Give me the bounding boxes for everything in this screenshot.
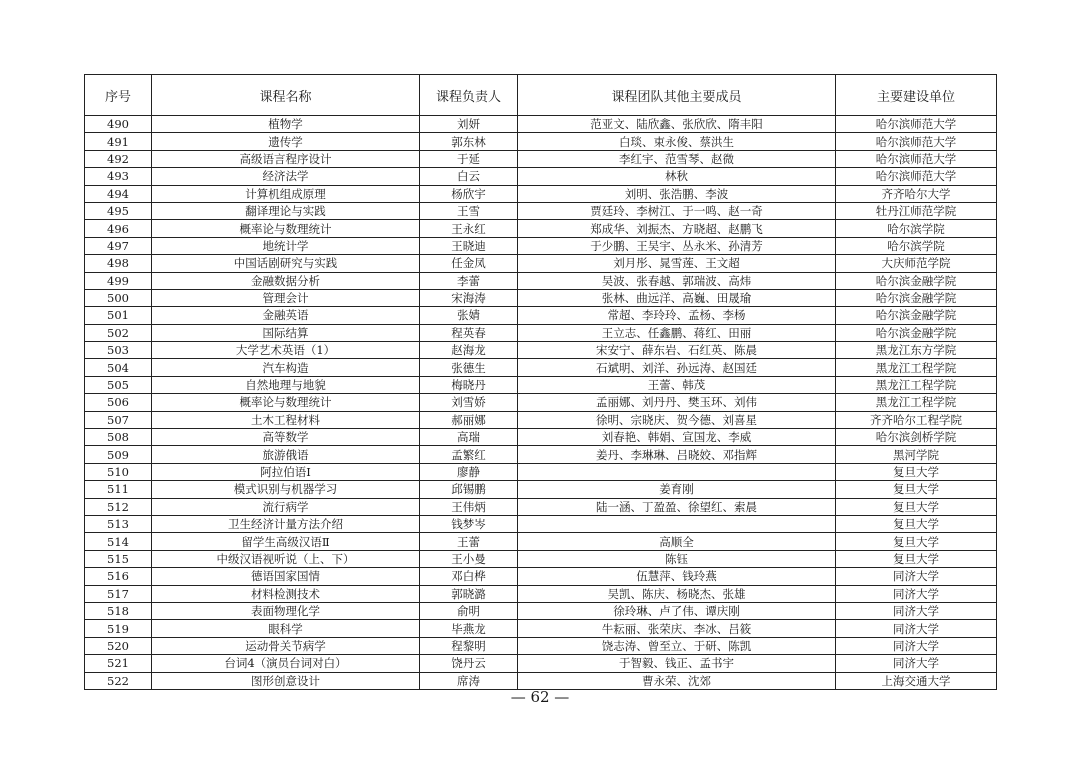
team-members-cell: 王立志、任鑫鹏、蒋红、田丽 — [518, 324, 836, 341]
index-cell: 495 — [85, 202, 152, 219]
team-members-cell: 于智毅、钱正、孟书宇 — [518, 655, 836, 672]
team-members-cell: 牛耘丽、张荣庆、李冰、吕筱 — [518, 620, 836, 637]
course-lead-cell: 俞明 — [420, 602, 518, 619]
course-lead-cell: 郭晓潞 — [420, 585, 518, 602]
course-name-cell: 金融英语 — [152, 307, 420, 324]
index-cell: 514 — [85, 533, 152, 550]
course-name-cell: 卫生经济计量方法介绍 — [152, 515, 420, 532]
team-members-cell: 孟丽娜、刘丹丹、樊玉环、刘伟 — [518, 394, 836, 411]
institution-cell: 复旦大学 — [836, 463, 997, 480]
index-cell: 512 — [85, 498, 152, 515]
course-name-cell: 图形创意设计 — [152, 672, 420, 689]
course-name-cell: 汽车构造 — [152, 359, 420, 376]
course-name-cell: 留学生高级汉语Ⅱ — [152, 533, 420, 550]
course-name-cell: 高等数学 — [152, 429, 420, 446]
index-cell: 509 — [85, 446, 152, 463]
course-lead-cell: 高瑞 — [420, 429, 518, 446]
course-lead-cell: 刘雪娇 — [420, 394, 518, 411]
institution-cell: 齐齐哈尔大学 — [836, 185, 997, 202]
course-name-cell: 金融数据分析 — [152, 272, 420, 289]
index-cell: 516 — [85, 568, 152, 585]
table-row — [85, 185, 997, 202]
team-members-cell: 刘明、张浩鹏、李波 — [518, 185, 836, 202]
table-row — [85, 359, 997, 376]
table-row — [85, 272, 997, 289]
course-lead-cell: 张婧 — [420, 307, 518, 324]
course-lead-cell: 白云 — [420, 168, 518, 185]
table-row — [85, 498, 997, 515]
team-members-cell: 张林、曲远洋、高巍、田晟瑜 — [518, 289, 836, 306]
team-members-cell: 贾廷玲、李树江、于一鸣、赵一奇 — [518, 202, 836, 219]
table-row — [85, 376, 997, 393]
index-cell: 511 — [85, 481, 152, 498]
institution-cell: 同济大学 — [836, 585, 997, 602]
institution-cell: 复旦大学 — [836, 533, 997, 550]
table-row — [85, 481, 997, 498]
table-row — [85, 446, 997, 463]
course-name-cell: 地统计学 — [152, 237, 420, 254]
index-cell: 507 — [85, 411, 152, 428]
table-row — [85, 533, 997, 550]
column-header-team-members: 课程团队其他主要成员 — [518, 75, 836, 116]
course-lead-cell: 梅晓丹 — [420, 376, 518, 393]
index-cell: 502 — [85, 324, 152, 341]
column-header-institution: 主要建设单位 — [836, 75, 997, 116]
institution-cell: 复旦大学 — [836, 481, 997, 498]
table-row — [85, 637, 997, 654]
course-name-cell: 管理会计 — [152, 289, 420, 306]
index-cell: 515 — [85, 550, 152, 567]
team-members-cell: 宋安宁、薛东岩、石红英、陈晨 — [518, 342, 836, 359]
table-body — [85, 116, 997, 690]
index-cell: 521 — [85, 655, 152, 672]
course-name-cell: 表面物理化学 — [152, 602, 420, 619]
course-lead-cell: 毕燕龙 — [420, 620, 518, 637]
header-row — [85, 75, 997, 116]
index-cell: 518 — [85, 602, 152, 619]
course-lead-cell: 王蕾 — [420, 533, 518, 550]
index-cell: 504 — [85, 359, 152, 376]
institution-cell: 黑龙江工程学院 — [836, 359, 997, 376]
team-members-cell: 曹永荣、沈郊 — [518, 672, 836, 689]
table-row — [85, 429, 997, 446]
index-cell: 513 — [85, 515, 152, 532]
course-lead-cell: 廖静 — [420, 463, 518, 480]
course-name-cell: 中级汉语视听说（上、下） — [152, 550, 420, 567]
course-name-cell: 流行病学 — [152, 498, 420, 515]
team-members-cell: 郑成华、刘振杰、方晓超、赵鹏飞 — [518, 220, 836, 237]
team-members-cell: 饶志涛、曾至立、于研、陈凯 — [518, 637, 836, 654]
course-lead-cell: 王雪 — [420, 202, 518, 219]
table-row — [85, 168, 997, 185]
course-lead-cell: 李蕾 — [420, 272, 518, 289]
index-cell: 505 — [85, 376, 152, 393]
institution-cell: 同济大学 — [836, 568, 997, 585]
course-lead-cell: 任金凤 — [420, 255, 518, 272]
course-name-cell: 模式识别与机器学习 — [152, 481, 420, 498]
index-cell: 508 — [85, 429, 152, 446]
course-lead-cell: 饶丹云 — [420, 655, 518, 672]
team-members-cell — [518, 515, 836, 532]
index-cell: 500 — [85, 289, 152, 306]
institution-cell: 牡丹江师范学院 — [836, 202, 997, 219]
team-members-cell: 高顺全 — [518, 533, 836, 550]
course-lead-cell: 程黎明 — [420, 637, 518, 654]
page-number: — 62 — — [510, 688, 570, 706]
course-lead-cell: 席涛 — [420, 672, 518, 689]
institution-cell: 同济大学 — [836, 602, 997, 619]
team-members-cell: 姜丹、李琳琳、吕晓姣、邓指辉 — [518, 446, 836, 463]
course-lead-cell: 孟繁红 — [420, 446, 518, 463]
institution-cell: 复旦大学 — [836, 515, 997, 532]
team-members-cell: 徐明、宗晓庆、贺今德、刘喜星 — [518, 411, 836, 428]
institution-cell: 哈尔滨金融学院 — [836, 289, 997, 306]
team-members-cell: 林秋 — [518, 168, 836, 185]
index-cell: 491 — [85, 133, 152, 150]
institution-cell: 复旦大学 — [836, 550, 997, 567]
index-cell: 494 — [85, 185, 152, 202]
course-name-cell: 阿拉伯语I — [152, 463, 420, 480]
index-cell: 501 — [85, 307, 152, 324]
course-name-cell: 土木工程材料 — [152, 411, 420, 428]
institution-cell: 上海交通大学 — [836, 672, 997, 689]
institution-cell: 黑河学院 — [836, 446, 997, 463]
index-cell: 522 — [85, 672, 152, 689]
course-lead-cell: 王伟炳 — [420, 498, 518, 515]
institution-cell: 哈尔滨金融学院 — [836, 272, 997, 289]
team-members-cell — [518, 463, 836, 480]
table-row — [85, 324, 997, 341]
course-name-cell: 眼科学 — [152, 620, 420, 637]
course-name-cell: 材料检测技术 — [152, 585, 420, 602]
column-header-index: 序号 — [85, 75, 152, 116]
institution-cell: 大庆师范学院 — [836, 255, 997, 272]
index-cell: 520 — [85, 637, 152, 654]
course-lead-cell: 杨欣宇 — [420, 185, 518, 202]
institution-cell: 哈尔滨师范大学 — [836, 168, 997, 185]
table-row — [85, 602, 997, 619]
course-name-cell: 翻译理论与实践 — [152, 202, 420, 219]
table-row — [85, 289, 997, 306]
team-members-cell: 伍慧萍、钱玲燕 — [518, 568, 836, 585]
team-members-cell: 姜育刚 — [518, 481, 836, 498]
index-cell: 496 — [85, 220, 152, 237]
table-row — [85, 411, 997, 428]
table-row — [85, 237, 997, 254]
course-name-cell: 国际结算 — [152, 324, 420, 341]
institution-cell: 同济大学 — [836, 620, 997, 637]
course-lead-cell: 刘妍 — [420, 116, 518, 133]
table-row — [85, 568, 997, 585]
course-name-cell: 运动骨关节病学 — [152, 637, 420, 654]
course-lead-cell: 邱锡鹏 — [420, 481, 518, 498]
table-header — [85, 75, 997, 116]
team-members-cell: 陈钰 — [518, 550, 836, 567]
team-members-cell: 吴波、张春越、郭瑞波、高炜 — [518, 272, 836, 289]
institution-cell: 哈尔滨师范大学 — [836, 116, 997, 133]
team-members-cell: 陆一涵、丁盈盈、徐望红、索晨 — [518, 498, 836, 515]
course-lead-cell: 王小曼 — [420, 550, 518, 567]
table-row — [85, 220, 997, 237]
course-name-cell: 大学艺术英语（1） — [152, 342, 420, 359]
team-members-cell: 徐玲琳、卢了伟、谭庆刚 — [518, 602, 836, 619]
column-header-course-name: 课程名称 — [152, 75, 420, 116]
course-name-cell: 德语国家国情 — [152, 568, 420, 585]
table-row — [85, 655, 997, 672]
table-row — [85, 307, 997, 324]
course-lead-cell: 程英春 — [420, 324, 518, 341]
institution-cell: 哈尔滨金融学院 — [836, 324, 997, 341]
course-table — [84, 74, 997, 690]
institution-cell: 黑龙江工程学院 — [836, 394, 997, 411]
index-cell: 519 — [85, 620, 152, 637]
index-cell: 499 — [85, 272, 152, 289]
course-name-cell: 概率论与数理统计 — [152, 220, 420, 237]
table-row — [85, 394, 997, 411]
index-cell: 510 — [85, 463, 152, 480]
course-lead-cell: 郝丽娜 — [420, 411, 518, 428]
course-name-cell: 台词4（演员台词对白） — [152, 655, 420, 672]
table-row — [85, 150, 997, 167]
course-name-cell: 遗传学 — [152, 133, 420, 150]
team-members-cell: 于少鹏、王吴宇、丛永米、孙清芳 — [518, 237, 836, 254]
course-name-cell: 经济法学 — [152, 168, 420, 185]
course-lead-cell: 王晓迪 — [420, 237, 518, 254]
table-row — [85, 255, 997, 272]
index-cell: 517 — [85, 585, 152, 602]
table-row — [85, 116, 997, 133]
index-cell: 492 — [85, 150, 152, 167]
team-members-cell: 石斌明、刘洋、孙远涛、赵国廷 — [518, 359, 836, 376]
table-row — [85, 202, 997, 219]
course-lead-cell: 赵海龙 — [420, 342, 518, 359]
course-name-cell: 概率论与数理统计 — [152, 394, 420, 411]
index-cell: 493 — [85, 168, 152, 185]
course-lead-cell: 宋海涛 — [420, 289, 518, 306]
table-row — [85, 550, 997, 567]
institution-cell: 齐齐哈尔工程学院 — [836, 411, 997, 428]
index-cell: 506 — [85, 394, 152, 411]
institution-cell: 哈尔滨剑桥学院 — [836, 429, 997, 446]
team-members-cell: 范亚文、陆欣鑫、张欣欣、隋丰阳 — [518, 116, 836, 133]
index-cell: 490 — [85, 116, 152, 133]
course-name-cell: 自然地理与地貌 — [152, 376, 420, 393]
institution-cell: 哈尔滨学院 — [836, 237, 997, 254]
table-row — [85, 585, 997, 602]
index-cell: 497 — [85, 237, 152, 254]
course-lead-cell: 郭东林 — [420, 133, 518, 150]
course-name-cell: 计算机组成原理 — [152, 185, 420, 202]
course-lead-cell: 于延 — [420, 150, 518, 167]
table-row — [85, 620, 997, 637]
table-row — [85, 672, 997, 689]
table-row — [85, 463, 997, 480]
team-members-cell: 李红宇、范雪琴、赵微 — [518, 150, 836, 167]
table-row — [85, 133, 997, 150]
institution-cell: 哈尔滨金融学院 — [836, 307, 997, 324]
team-members-cell: 常超、李玲玲、孟杨、李杨 — [518, 307, 836, 324]
index-cell: 498 — [85, 255, 152, 272]
course-name-cell: 植物学 — [152, 116, 420, 133]
institution-cell: 哈尔滨师范大学 — [836, 133, 997, 150]
institution-cell: 哈尔滨师范大学 — [836, 150, 997, 167]
institution-cell: 同济大学 — [836, 655, 997, 672]
column-header-course-lead: 课程负责人 — [420, 75, 518, 116]
course-name-cell: 高级语言程序设计 — [152, 150, 420, 167]
institution-cell: 黑龙江东方学院 — [836, 342, 997, 359]
course-lead-cell: 钱梦岑 — [420, 515, 518, 532]
team-members-cell: 白琰、束永俊、蔡洪生 — [518, 133, 836, 150]
course-lead-cell: 邓白桦 — [420, 568, 518, 585]
institution-cell: 复旦大学 — [836, 498, 997, 515]
team-members-cell: 刘月彤、晁雪莲、王文超 — [518, 255, 836, 272]
team-members-cell: 王蕾、韩茂 — [518, 376, 836, 393]
table-row — [85, 515, 997, 532]
index-cell: 503 — [85, 342, 152, 359]
institution-cell: 黑龙江工程学院 — [836, 376, 997, 393]
course-name-cell: 中国话剧研究与实践 — [152, 255, 420, 272]
team-members-cell: 刘春艳、韩娟、宣国龙、李威 — [518, 429, 836, 446]
course-lead-cell: 张德生 — [420, 359, 518, 376]
institution-cell: 哈尔滨学院 — [836, 220, 997, 237]
course-name-cell: 旅游俄语 — [152, 446, 420, 463]
course-lead-cell: 王永红 — [420, 220, 518, 237]
team-members-cell: 吴凯、陈庆、杨晓杰、张雄 — [518, 585, 836, 602]
table-row — [85, 342, 997, 359]
institution-cell: 同济大学 — [836, 637, 997, 654]
